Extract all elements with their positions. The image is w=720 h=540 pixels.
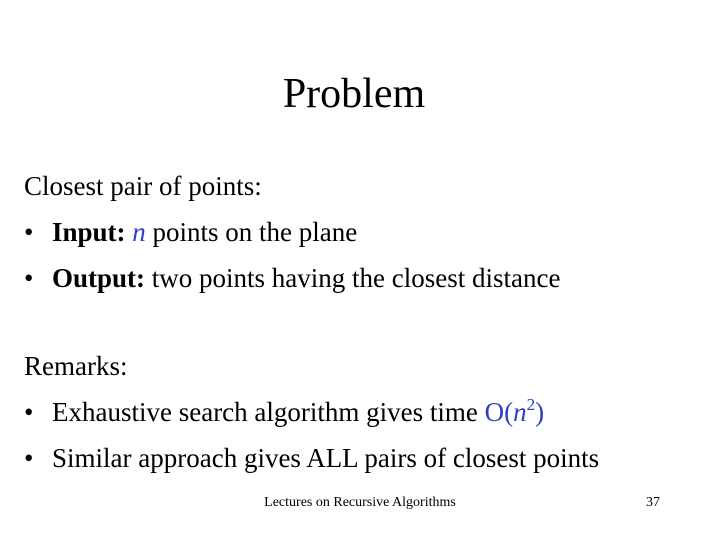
complexity-open: O(: [484, 397, 514, 427]
bullet-dot: •: [24, 217, 34, 247]
input-label: Input:: [52, 217, 126, 247]
spacer: [24, 301, 714, 343]
bullet-dot: •: [24, 443, 34, 473]
output-text: two points having the closest distance: [145, 263, 561, 293]
output-label: Output:: [52, 263, 146, 293]
bullet-dot: •: [24, 397, 34, 427]
bullet-dot: •: [24, 263, 34, 293]
bullet-remark-1: [24, 389, 714, 435]
remark-2-text: Similar approach gives ALL pairs of closest points: [52, 443, 600, 473]
footer-title: Lectures on Recursive Algorithms: [264, 495, 456, 510]
slide-body: [24, 163, 714, 481]
complexity-close: ): [535, 397, 545, 427]
input-text: points on the plane: [145, 217, 358, 247]
bullet-input: [24, 209, 714, 255]
page-number: 37: [646, 495, 660, 510]
intro-line: Closest pair of points:: [24, 171, 262, 201]
slide-title: Problem: [282, 71, 426, 117]
bullet-output: [24, 255, 714, 301]
complexity-exponent: 2: [526, 395, 536, 414]
bullet-remark-2: [24, 435, 714, 481]
input-variable: n: [132, 217, 146, 247]
remark-1-text: Exhaustive search algorithm gives time: [52, 397, 485, 427]
complexity-variable: n: [513, 397, 527, 427]
remarks-heading: Remarks:: [24, 351, 128, 381]
